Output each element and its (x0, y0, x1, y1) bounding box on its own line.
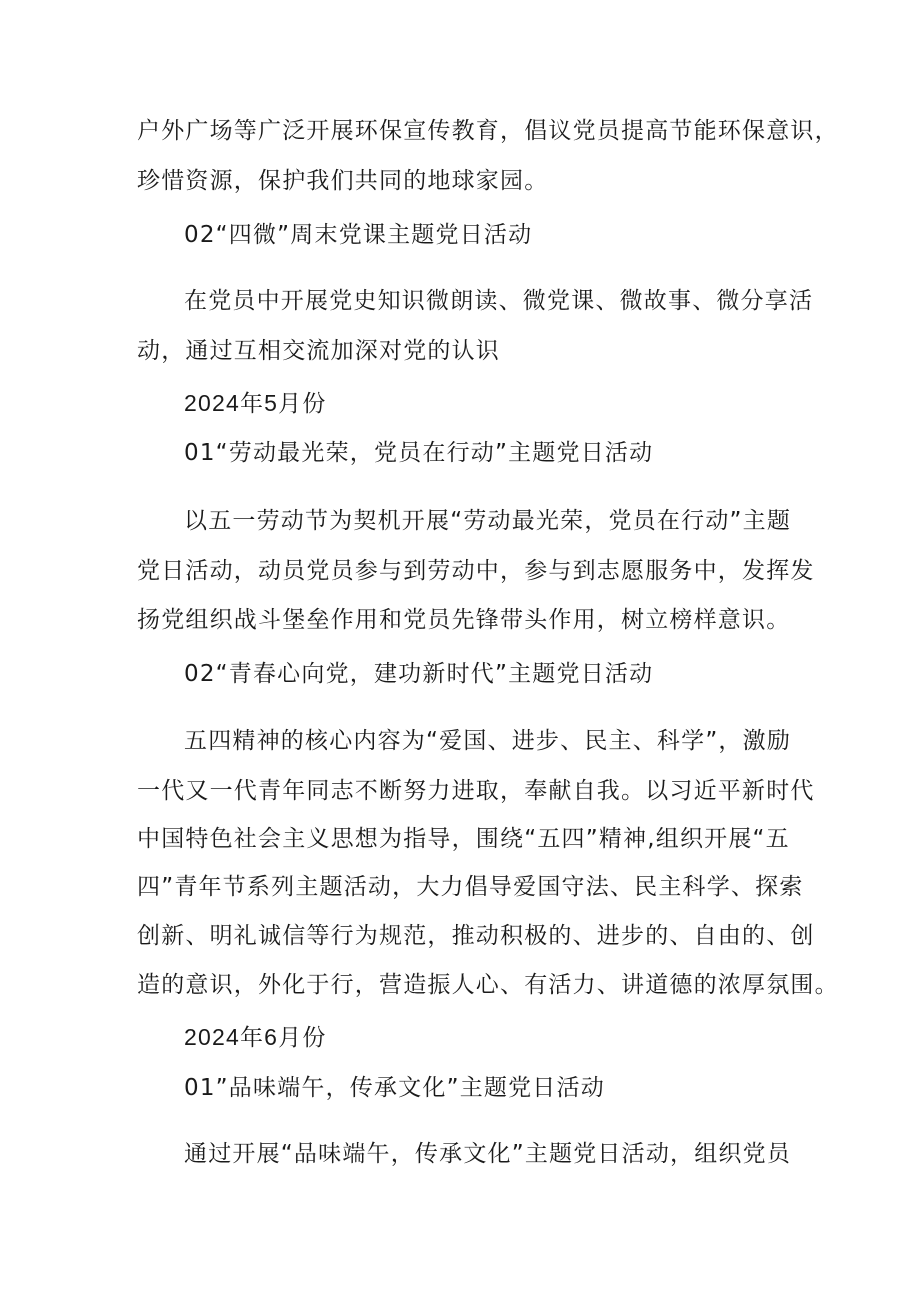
paragraph-line: 以五一劳动节为契机开展“劳动最光荣，党员在行动”主题 (184, 508, 792, 534)
section-heading: 02“青春心向党，建功新时代”主题党日活动 (184, 661, 654, 687)
month-heading: 2024年5月份 (184, 390, 327, 416)
paragraph-line: 党日活动，动员党员参与到劳动中，参与到志愿服务中，发挥发 (137, 558, 815, 584)
paragraph-line: 五四精神的核心内容为“爱国、进步、民主、科学”，激励 (184, 728, 792, 754)
section-heading: 02“四微”周末党课主题党日活动 (184, 222, 533, 248)
section-heading: 01”品味端午，传承文化”主题党日活动 (184, 1075, 605, 1101)
paragraph-line: 珍惜资源，保护我们共同的地球家园。 (137, 168, 549, 194)
paragraph-line: 户外广场等广泛开展环保宣传教育，倡议党员提高节能环保意识， (137, 118, 839, 144)
paragraph-line: 造的意识，外化于行，营造振人心、有活力、讲道德的浓厚氛围。 (137, 972, 839, 998)
paragraph-line: 在党员中开展党史知识微朗读、微党课、微故事、微分享活 (184, 288, 814, 314)
paragraph-line: 中国特色社会主义思想为指导，围绕“五四”精神,组织开展“五 (137, 826, 790, 852)
paragraph-line: 通过开展“品味端午，传承文化”主题党日活动，组织党员 (184, 1141, 792, 1167)
month-heading: 2024年6月份 (184, 1024, 327, 1050)
section-heading: 01“劳动最光荣，党员在行动”主题党日活动 (184, 440, 654, 466)
paragraph-line: 扬党组织战斗堡垒作用和党员先锋带头作用，树立榜样意识。 (137, 607, 791, 633)
paragraph-line: 动，通过互相交流加深对党的认识 (137, 338, 500, 364)
paragraph-line: 一代又一代青年同志不断努力进取，奉献自我。以习近平新时代 (137, 778, 815, 804)
paragraph-line: 创新、明礼诚信等行为规范，推动积极的、进步的、自由的、创 (137, 923, 815, 949)
paragraph-line: 四”青年节系列主题活动，大力倡导爱国守法、民主科学、探索 (137, 874, 804, 900)
